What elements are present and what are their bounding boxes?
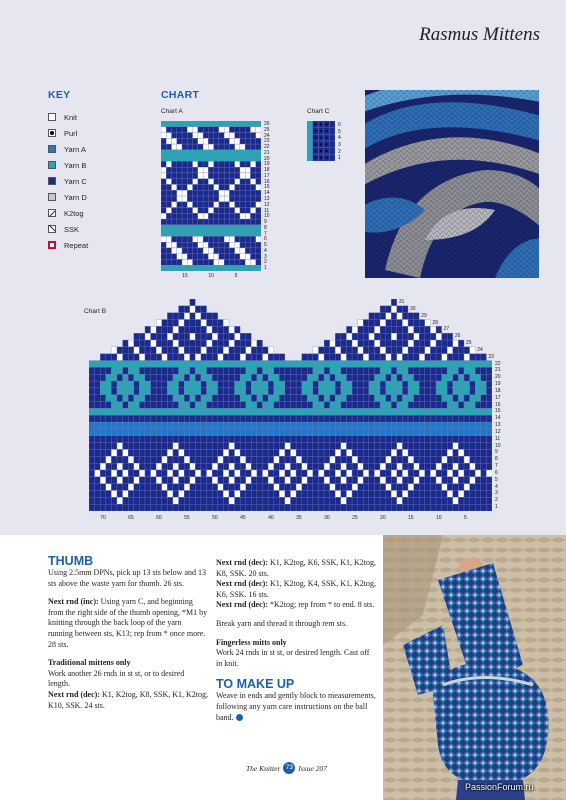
chart-b-row-number: 21 xyxy=(495,367,501,374)
chart-b-row-number: 30 xyxy=(410,305,416,312)
chart-b-row-number: 2 xyxy=(495,497,498,504)
chart-b-row-number: 29 xyxy=(421,312,427,319)
dec-step-2 xyxy=(216,579,376,600)
chart-c-row-number: 2 xyxy=(338,148,341,155)
chart-a-row-number: 19 xyxy=(264,161,270,168)
chart-b-row-number: 8 xyxy=(495,456,498,463)
fingerless-text: Work 24 rnds in st st, or desired length. Cast off in knit. xyxy=(216,648,370,668)
chart-b-row-number: 12 xyxy=(495,428,501,435)
chart-heading: CHART xyxy=(161,89,200,101)
chart-b-row-number: 1 xyxy=(495,504,498,511)
chart-b-row-number: 27 xyxy=(443,326,450,333)
chart-b-col-numbers xyxy=(89,515,492,523)
chart-b-col-number: 30 xyxy=(324,515,330,521)
chart-b-col-number: 55 xyxy=(184,515,190,521)
chart-a-row-number: 18 xyxy=(264,167,270,174)
chart-b-col-number: 35 xyxy=(296,515,302,521)
chart-b-row-number: 31 xyxy=(398,299,405,305)
chart-a-row-number: 7 xyxy=(264,230,267,237)
chart-b-col-number: 10 xyxy=(436,515,442,521)
make-up-body: Weave in ends and gently block to measurements, following any yarn care instructions on the ball band. xyxy=(216,691,376,722)
chart-b-row-number: 6 xyxy=(495,469,498,476)
chart-a-label: Chart A xyxy=(161,108,183,115)
chart-a-row-number: 14 xyxy=(264,190,270,197)
chart-a-row-number: 16 xyxy=(264,178,270,185)
chart-b-row-number: 14 xyxy=(495,415,501,422)
chart-b-row-number: 16 xyxy=(495,401,501,408)
key-label: Knit xyxy=(64,112,77,122)
key-label: Yarn B xyxy=(64,160,87,170)
chart-b-col-number: 60 xyxy=(156,515,162,521)
chart-b-row-number: 13 xyxy=(495,422,501,429)
make-up-text xyxy=(216,691,376,723)
step-text: K1, K2tog, K4, SSK, K1, K2tog, K6, SSK. 16 sts. xyxy=(216,579,376,599)
chart-a-row-number: 26 xyxy=(264,121,270,127)
step-label: Next rnd (dec): xyxy=(48,689,100,699)
key-label: Purl xyxy=(64,128,78,138)
watermark: PassionForum.ru xyxy=(465,782,534,792)
chart-b-row-number: 26 xyxy=(454,333,461,340)
chart-b-row-number: 22 xyxy=(495,360,501,367)
chart-b-col-number: 15 xyxy=(408,515,414,521)
chart-b-col-number: 5 xyxy=(464,515,467,521)
key-label: Repeat xyxy=(64,240,89,250)
chart-b-col-number: 65 xyxy=(128,515,134,521)
chart-a-row-number: 11 xyxy=(264,207,270,214)
chart-c-row-number: 6 xyxy=(338,122,341,128)
mittens-photo xyxy=(383,535,566,800)
make-up-heading: TO MAKE UP xyxy=(216,677,295,692)
end-mark-icon xyxy=(236,714,243,721)
step-text: *K2tog; rep from * to end. 8 sts. xyxy=(267,600,375,610)
chart-b-row-number: 10 xyxy=(495,442,501,449)
chart-b-row-number: 3 xyxy=(495,490,498,497)
chart-b-row-number: 11 xyxy=(495,435,501,442)
chart-a-col-number: 10 xyxy=(208,273,214,279)
step-label: Next rnd (dec): xyxy=(216,558,268,567)
traditional-text: Work another 26 rnds in st st, or to desired length. xyxy=(48,668,185,689)
chart-c-row-number: 1 xyxy=(338,155,341,162)
key-label: Yarn A xyxy=(64,144,86,154)
chart-c-label: Chart C xyxy=(307,108,330,115)
chart-a-row-number: 9 xyxy=(264,219,267,226)
chart-b-col-number: 50 xyxy=(212,515,218,521)
dec-step-3 xyxy=(216,600,376,611)
chart-a-row-number: 21 xyxy=(264,149,270,156)
chart-a-row-number: 5 xyxy=(264,242,267,249)
chart-b-row-number: 20 xyxy=(495,374,501,381)
chart-c-row-number: 4 xyxy=(338,135,341,142)
step-text: K1, K2tog, K6, SSK, K1, K2tog, K8, SSK. 20 sts. xyxy=(216,558,376,578)
chart-b-row-number: 23 xyxy=(488,353,494,360)
chart-b-row-number: 7 xyxy=(495,463,498,470)
chart-a-row-number: 17 xyxy=(264,172,270,179)
chart-a-row-number: 4 xyxy=(264,247,267,254)
chart-a-row-number: 10 xyxy=(264,213,270,220)
chart-a-col-number: 15 xyxy=(182,273,188,279)
chart-b-row-number: 9 xyxy=(495,449,498,456)
page-title: Rasmus Mittens xyxy=(419,24,540,45)
step-text: Using yarn C, and beginning from the right side of the thumb opening, *M1 by knitting through the back loop of the yarn running between sts, K13; rep from * once more. xyxy=(48,597,208,638)
key-label: Yarn C xyxy=(64,176,87,186)
chart-b-label: Chart B xyxy=(84,308,107,315)
chart-b-col-number: 20 xyxy=(380,515,386,521)
chart-a-row-number: 25 xyxy=(264,126,270,133)
dec-step-1 xyxy=(216,558,376,579)
chart-b-col-number: 25 xyxy=(352,515,358,521)
issue-number: Issue 207 xyxy=(298,763,327,773)
chart-c-row-number: 3 xyxy=(338,142,341,148)
key-label: SSK xyxy=(64,224,80,234)
magazine-name: The Knitter xyxy=(246,763,281,773)
break-yarn-text: Break yarn and thread it through rem sts. xyxy=(216,618,348,628)
stitch-count: 28 sts. xyxy=(48,639,69,649)
chart-a-row-number: 22 xyxy=(264,144,270,151)
chart-a-row-number: 1 xyxy=(264,265,267,272)
chart-a-row-number: 23 xyxy=(264,138,270,145)
chart-a-row-number: 15 xyxy=(264,184,270,191)
traditional-heading: Traditional mittens only xyxy=(48,658,131,668)
chart-b-row-number: 28 xyxy=(432,319,438,326)
chart-a-row-number: 6 xyxy=(264,236,267,243)
chart-b-row-number: 18 xyxy=(495,387,501,394)
chart-a-row-number: 12 xyxy=(264,201,270,208)
chart-b-row-number: 5 xyxy=(495,476,498,483)
chart-b-row-number: 24 xyxy=(477,346,483,353)
thumb-section xyxy=(48,554,208,711)
chart-b-row-number: 15 xyxy=(495,408,501,415)
traditional-dec-step xyxy=(48,690,208,711)
chart-b-row-number: 25 xyxy=(466,340,472,347)
key-label: K2tog xyxy=(64,208,84,218)
finishing-section xyxy=(216,558,376,723)
chart-b-col-number: 70 xyxy=(100,515,106,521)
thumb-inc-step xyxy=(48,597,208,650)
step-label: Next rnd (dec): xyxy=(216,600,268,610)
chart-a-row-number: 13 xyxy=(264,196,270,202)
chart-b-row-number: 4 xyxy=(495,483,498,490)
chart-c-row-number: 5 xyxy=(338,128,341,135)
key-label: Yarn D xyxy=(64,192,87,202)
thumb-heading: THUMB xyxy=(48,554,94,568)
chart-b-col-number: 40 xyxy=(268,515,274,521)
chart-b-row-number: 17 xyxy=(495,394,501,401)
chart-a-col-number: 5 xyxy=(234,273,238,279)
chart-a-row-number: 24 xyxy=(264,132,270,139)
chart-b-col-number: 45 xyxy=(240,515,246,521)
chart-a-row-number: 8 xyxy=(264,224,267,231)
fingerless-heading: Fingerless mitts only xyxy=(216,637,287,647)
thumb-intro: Using 2.5mm DPNs, pick up 13 sts below and 13 sts above the waste yarn for thumb. 26 sts. xyxy=(48,568,206,588)
chart-b-row-number: 19 xyxy=(495,381,501,388)
step-label: Next rnd (inc): xyxy=(48,597,99,607)
key-heading: KEY xyxy=(48,89,71,101)
chart-a-row-number: 20 xyxy=(264,155,270,162)
page-footer xyxy=(246,762,327,774)
page-number: 73 xyxy=(283,762,295,774)
chart-a-row-number: 2 xyxy=(264,259,267,266)
chart-a-row-number: 3 xyxy=(264,253,267,260)
step-label: Next rnd (dec): xyxy=(216,579,268,589)
step-text: K1, K2tog, K8, SSK, K1, K2tog, K10, SSK. 24 sts. xyxy=(48,689,208,710)
